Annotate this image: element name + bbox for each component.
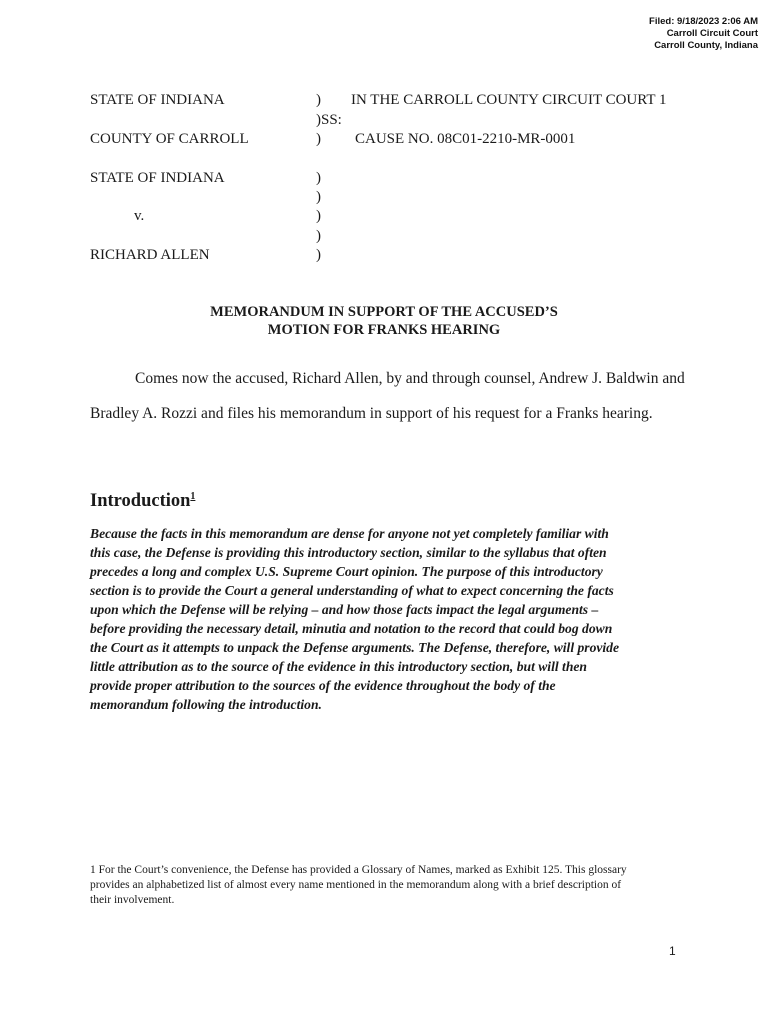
introduction-line: precedes a long and complex U.S. Supreme Court opinion. The purpose of this introductory [90, 564, 603, 579]
filing-stamp-date: Filed: 9/18/2023 2:06 AM [649, 16, 758, 27]
footnote-reference[interactable]: 1 [190, 491, 196, 502]
footnote-line: their involvement. [90, 894, 175, 906]
filing-stamp [649, 16, 758, 52]
caption-state-label: STATE OF INDIANA [90, 92, 225, 108]
introduction-line: provide proper attribution to the sources of the evidence throughout the body of the [90, 678, 556, 693]
introduction-line: little attribution as to the source of the evidence in this introductory section, but will then [90, 659, 587, 674]
opening-line-1: Comes now the accused, Richard Allen, by and through counsel, Andrew J. Baldwin and [135, 370, 685, 387]
caption-cause-number: CAUSE NO. 08C01-2210-MR-0001 [355, 131, 576, 147]
introduction-line: the Court as it attempts to unpack the Defense arguments. The Defense, therefore, will provide [90, 640, 620, 655]
introduction-paragraph [90, 524, 619, 714]
title-line-2: MOTION FOR FRANKS HEARING [267, 322, 501, 338]
opening-line-2: Bradley A. Rozzi and files his memorandum in support of his request for a Franks hearing. [90, 405, 653, 422]
page-number: 1 [669, 944, 676, 958]
caption-ss: )SS: [316, 112, 342, 128]
caption-paren: ) [316, 131, 321, 147]
introduction-heading-text: Introduction [90, 491, 191, 512]
introduction-line: upon which the Defense will be relying – and how those facts impact the legal arguments – [90, 602, 599, 617]
filing-stamp-county: Carroll County, Indiana [654, 40, 758, 51]
introduction-line: Because the facts in this memorandum are dense for anyone not yet completely familiar with [90, 526, 609, 541]
footnote [90, 863, 627, 908]
caption-paren: ) [316, 247, 321, 263]
caption-paren: ) [316, 170, 321, 186]
caption-versus: v. [134, 208, 145, 224]
caption-court-name: IN THE CARROLL COUNTY CIRCUIT COURT 1 [351, 92, 667, 108]
caption-paren: ) [316, 189, 321, 205]
caption-plaintiff: STATE OF INDIANA [90, 170, 225, 186]
caption-county-label: COUNTY OF CARROLL [90, 131, 249, 147]
caption-defendant: RICHARD ALLEN [90, 247, 210, 263]
caption-paren: ) [316, 228, 321, 244]
introduction-heading [90, 491, 195, 512]
footnote-line: provides an alphabetized list of almost every name mentioned in the memorandum along with a brief description of [90, 879, 622, 891]
caption-paren: ) [316, 92, 321, 108]
introduction-line: this case, the Defense is providing this introductory section, similar to the syllabus that often [90, 545, 607, 560]
footnote-line: 1 For the Court’s convenience, the Defense has provided a Glossary of Names, marked as Exhibit 125. This glossary [90, 864, 627, 876]
introduction-line: section is to provide the Court a general understanding of what to expect concerning the facts [90, 583, 614, 598]
introduction-line: memorandum following the introduction. [90, 697, 322, 712]
title-line-1: MEMORANDUM IN SUPPORT OF THE ACCUSED’S [210, 304, 558, 320]
introduction-line: before providing the necessary detail, minutia and notation to the record that could bog down [90, 621, 613, 636]
filing-stamp-court: Carroll Circuit Court [666, 28, 758, 39]
caption-paren: ) [316, 208, 321, 224]
